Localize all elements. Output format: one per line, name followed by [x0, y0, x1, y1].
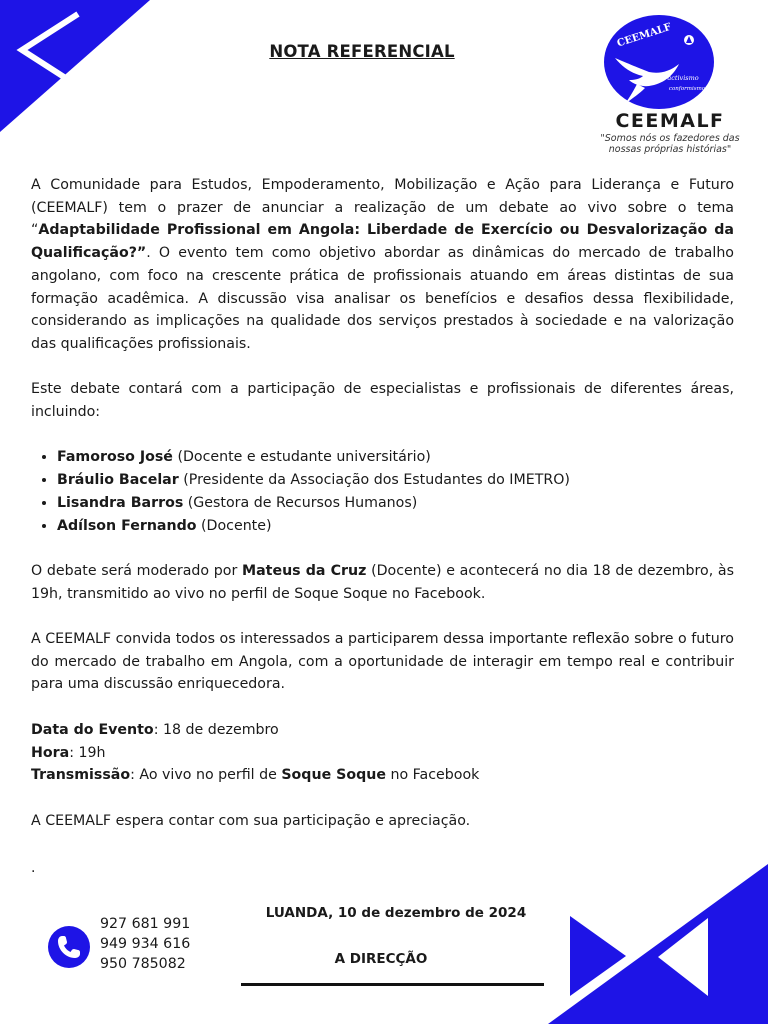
participant-role: (Gestora de Recursos Humanos) — [183, 494, 418, 511]
signature-title: A DIRECÇÃO — [334, 951, 428, 967]
participants-intro: Este debate contará com a participação de especialistas e profissionais de diferentes áreas, incluindo: — [31, 381, 734, 421]
debate-topic: Adaptabilidade Profissional em Angola: Liberdade de Exercício ou Desvalorização da Qualificação?” — [31, 222, 734, 262]
intro-text-cont: . O evento tem como objetivo abordar as dinâmicas do mercado de trabalho angolano, com foco na crescente prática de profissionais atuando em áreas distintas de sua formação acadêmica. A discussão visa analisar os benefícios e desafios dessa flexibilidade, considerando as implicações na qualidade dos serviços prestados à sociedade e na valorização das qualificações profissionais. — [31, 245, 734, 352]
transmission-profile: Soque Soque — [281, 767, 386, 784]
event-time-label: Hora — [31, 744, 70, 761]
participant-name: Bráulio Bacelar — [57, 472, 179, 489]
phone-icon — [48, 926, 90, 968]
slogan-line-1: "Somos nós os fazedores das — [600, 133, 740, 144]
moderator-name: Mateus da Cruz — [241, 562, 367, 579]
intro-paragraph — [31, 174, 734, 356]
list-item — [57, 446, 734, 469]
list-item — [57, 492, 734, 515]
transmission-label: Transmissão — [31, 767, 131, 784]
org-slogan — [570, 133, 768, 155]
participant-name: Famoroso José — [57, 449, 173, 466]
ceemalf-logo — [603, 14, 715, 110]
event-date-label: Data do Evento — [31, 721, 154, 738]
event-date-line — [31, 719, 734, 742]
logo-sub-1: activismo — [667, 74, 699, 82]
corner-decoration-top-left — [0, 0, 150, 132]
participant-name: Adílson Fernando — [57, 517, 197, 534]
transmission-text-cont: no Facebook — [385, 767, 480, 784]
logo-text: CEEMALF — [615, 21, 673, 50]
intro-text: A Comunidade para Estudos, Empoderamento, Mobilização e Ação para Liderança e Futuro (CEEMALF) tem o prazer de anunciar a realização de um debate ao vivo sobre o tema “ — [31, 177, 734, 239]
page-title: NOTA REFERENCIAL — [269, 42, 455, 61]
closing-paragraph: A CEEMALF espera contar com sua participação e apreciação. — [31, 812, 471, 829]
moderator-paragraph — [31, 560, 734, 605]
transmission-text: : Ao vivo no perfil de — [130, 767, 282, 784]
logo-sub-2: conformismo — [668, 86, 706, 92]
event-date-value: : 18 de dezembro — [153, 721, 279, 738]
corner-decoration-bottom-right — [548, 864, 768, 1024]
participant-role: (Presidente da Associação dos Estudantes do IMETRO) — [178, 472, 570, 489]
event-transmission-line — [31, 764, 734, 787]
phone-numbers — [100, 914, 190, 974]
slogan-line-2: nossas próprias histórias" — [608, 144, 732, 155]
phone-number: 950 785082 — [100, 956, 186, 972]
event-time-value: : 19h — [69, 744, 106, 761]
participant-role: (Docente) — [196, 517, 272, 534]
participant-name: Lisandra Barros — [57, 494, 184, 511]
list-item — [57, 469, 734, 492]
phone-number: 927 681 991 — [100, 916, 191, 932]
place-date: LUANDA, 10 de dezembro de 2024 — [265, 905, 527, 921]
participant-role: (Docente e estudante universitário) — [172, 449, 431, 466]
moderator-text: O debate será moderado por — [31, 562, 242, 579]
event-time-line — [31, 742, 734, 765]
participants-list — [31, 446, 734, 537]
invitation-paragraph: A CEEMALF convida todos os interessados a participarem dessa importante reflexão sobre o futuro do mercado de trabalho em Angola, com a oportunidade de interagir em tempo real e contribuir para uma discussão enriquecedora. — [31, 631, 734, 693]
phone-number: 949 934 616 — [100, 936, 191, 952]
signature-line — [241, 983, 544, 986]
org-name: CEEMALF — [615, 110, 725, 132]
stray-dot: . — [31, 860, 36, 876]
moderator-text-cont: (Docente) e acontecerá no dia 18 de dezembro, às 19h, transmitido ao vivo no perfil de Soque Soque no Facebook. — [31, 562, 734, 602]
document-body — [31, 174, 734, 832]
list-item — [57, 515, 734, 538]
